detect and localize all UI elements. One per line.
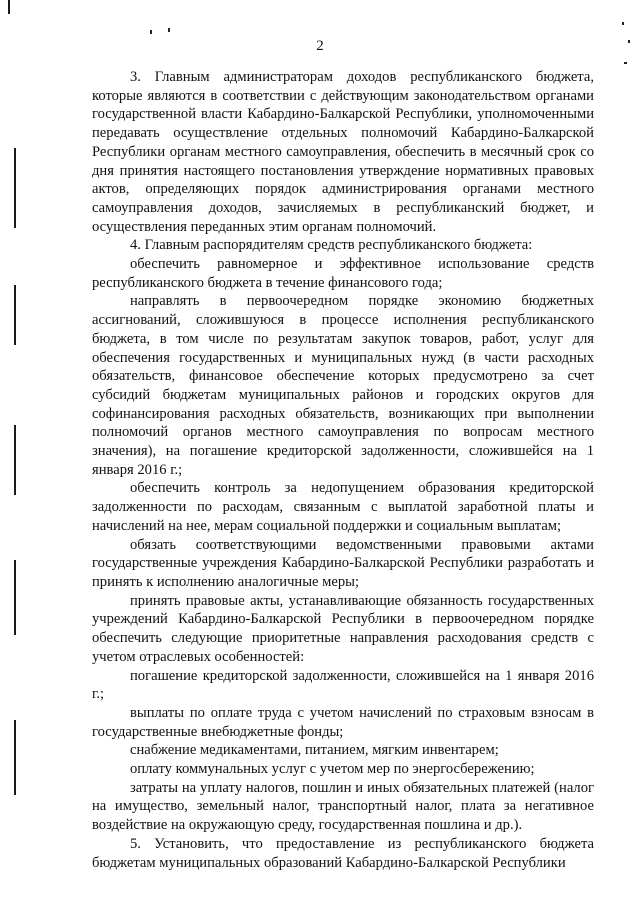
document-body: [92, 68, 594, 872]
list-item: выплаты по оплате труда с учетом начислений по страховым взносам в государственные внебюджетные фонды;: [92, 704, 594, 740]
list-item: обеспечить контроль за недопущением образования кредиторской задолженности по расходам, связанным с выплатой заработной платы и начислений на нее, мерам социальной поддержки и социальным выплатам;: [92, 480, 594, 534]
scan-margin-mark: [14, 425, 16, 495]
list-item: погашение кредиторской задолженности, сложившейся на 1 января 2016 г.;: [92, 667, 594, 703]
list-item: затраты на уплату налогов, пошлин и иных обязательных платежей (налог на имущество, земельный налог, транспортный налог, плата за негативное воздействие на окружающую среду, государственная пошлина и др.).: [92, 779, 594, 834]
scan-margin-mark: [14, 285, 16, 345]
list-item: обязать соответствующими ведомственными правовыми актами государственные учреждения Кабардино-Балкарской Республики разработать и принять к исполнению аналогичные меры;: [92, 536, 594, 590]
page-number: 2: [316, 38, 324, 54]
scan-speck: [168, 28, 170, 32]
scan-margin-mark: [8, 0, 10, 14]
list-item: обеспечить равномерное и эффективное использование средств республиканского бюджета в течение финансового года;: [92, 256, 594, 291]
paragraph-4-budget-managers: 4. Главным распорядителям средств республиканского бюджета:: [130, 237, 533, 254]
scan-speck: [624, 62, 627, 64]
scan-speck: [622, 22, 624, 25]
scan-margin-mark: [14, 720, 16, 795]
paragraph-3-revenue-administrators: 3. Главным администраторам доходов республиканского бюджета, которые являются в соответствии с действующим законодательством органами государственной власти Кабардино-Балкарской Республики, уполномоченными передавать осуществление отдельных полномочий Кабардино-Балкарской Республики органам местного самоуправления, обеспечить в месячный срок со дня принятия настоящего постановления утверждение нормативных правовых актов, определяющих порядок администрирования органами местного самоуправления доходов, зачисляемых в республиканский бюджет, и осуществления переданных этим органам полномочий.: [92, 69, 594, 235]
list-item: оплату коммунальных услуг с учетом мер по энергосбережению;: [130, 761, 535, 778]
list-item: принять правовые акты, устанавливающие обязанность государственных учреждений Кабардино-Балкарской Республики в первоочередном порядке обеспечить следующие приоритетные направления расходования средств с учетом отраслевых особенностей:: [92, 592, 594, 665]
paragraph-5: 5. Установить, что предоставление из республиканского бюджета бюджетам муниципальных образований Кабардино-Балкарской Республики: [92, 835, 594, 871]
list-item: направлять в первоочередном порядке экономию бюджетных ассигнований, сложившуюся в процессе исполнения республиканского бюджета, в том числе по результатам закупок товаров, работ, услуг для обеспечения государственных и муниципальных нужд (в части расходных обязательств, финансовое обеспечение которых предусмотрено за счет субсидий бюджетам муниципальных районов и городских округов для софинансирования расходных обязательств, возникающих при выполнении полномочий органов местного самоуправления по вопросам местного значения), на погашение кредиторской задолженности, сложившейся на 1 января 2016 г.;: [92, 293, 594, 478]
list-item: снабжение медикаментами, питанием, мягким инвентарем;: [130, 742, 499, 759]
scan-margin-mark: [14, 560, 16, 635]
scan-margin-mark: [14, 148, 16, 228]
scan-speck: [150, 30, 152, 34]
